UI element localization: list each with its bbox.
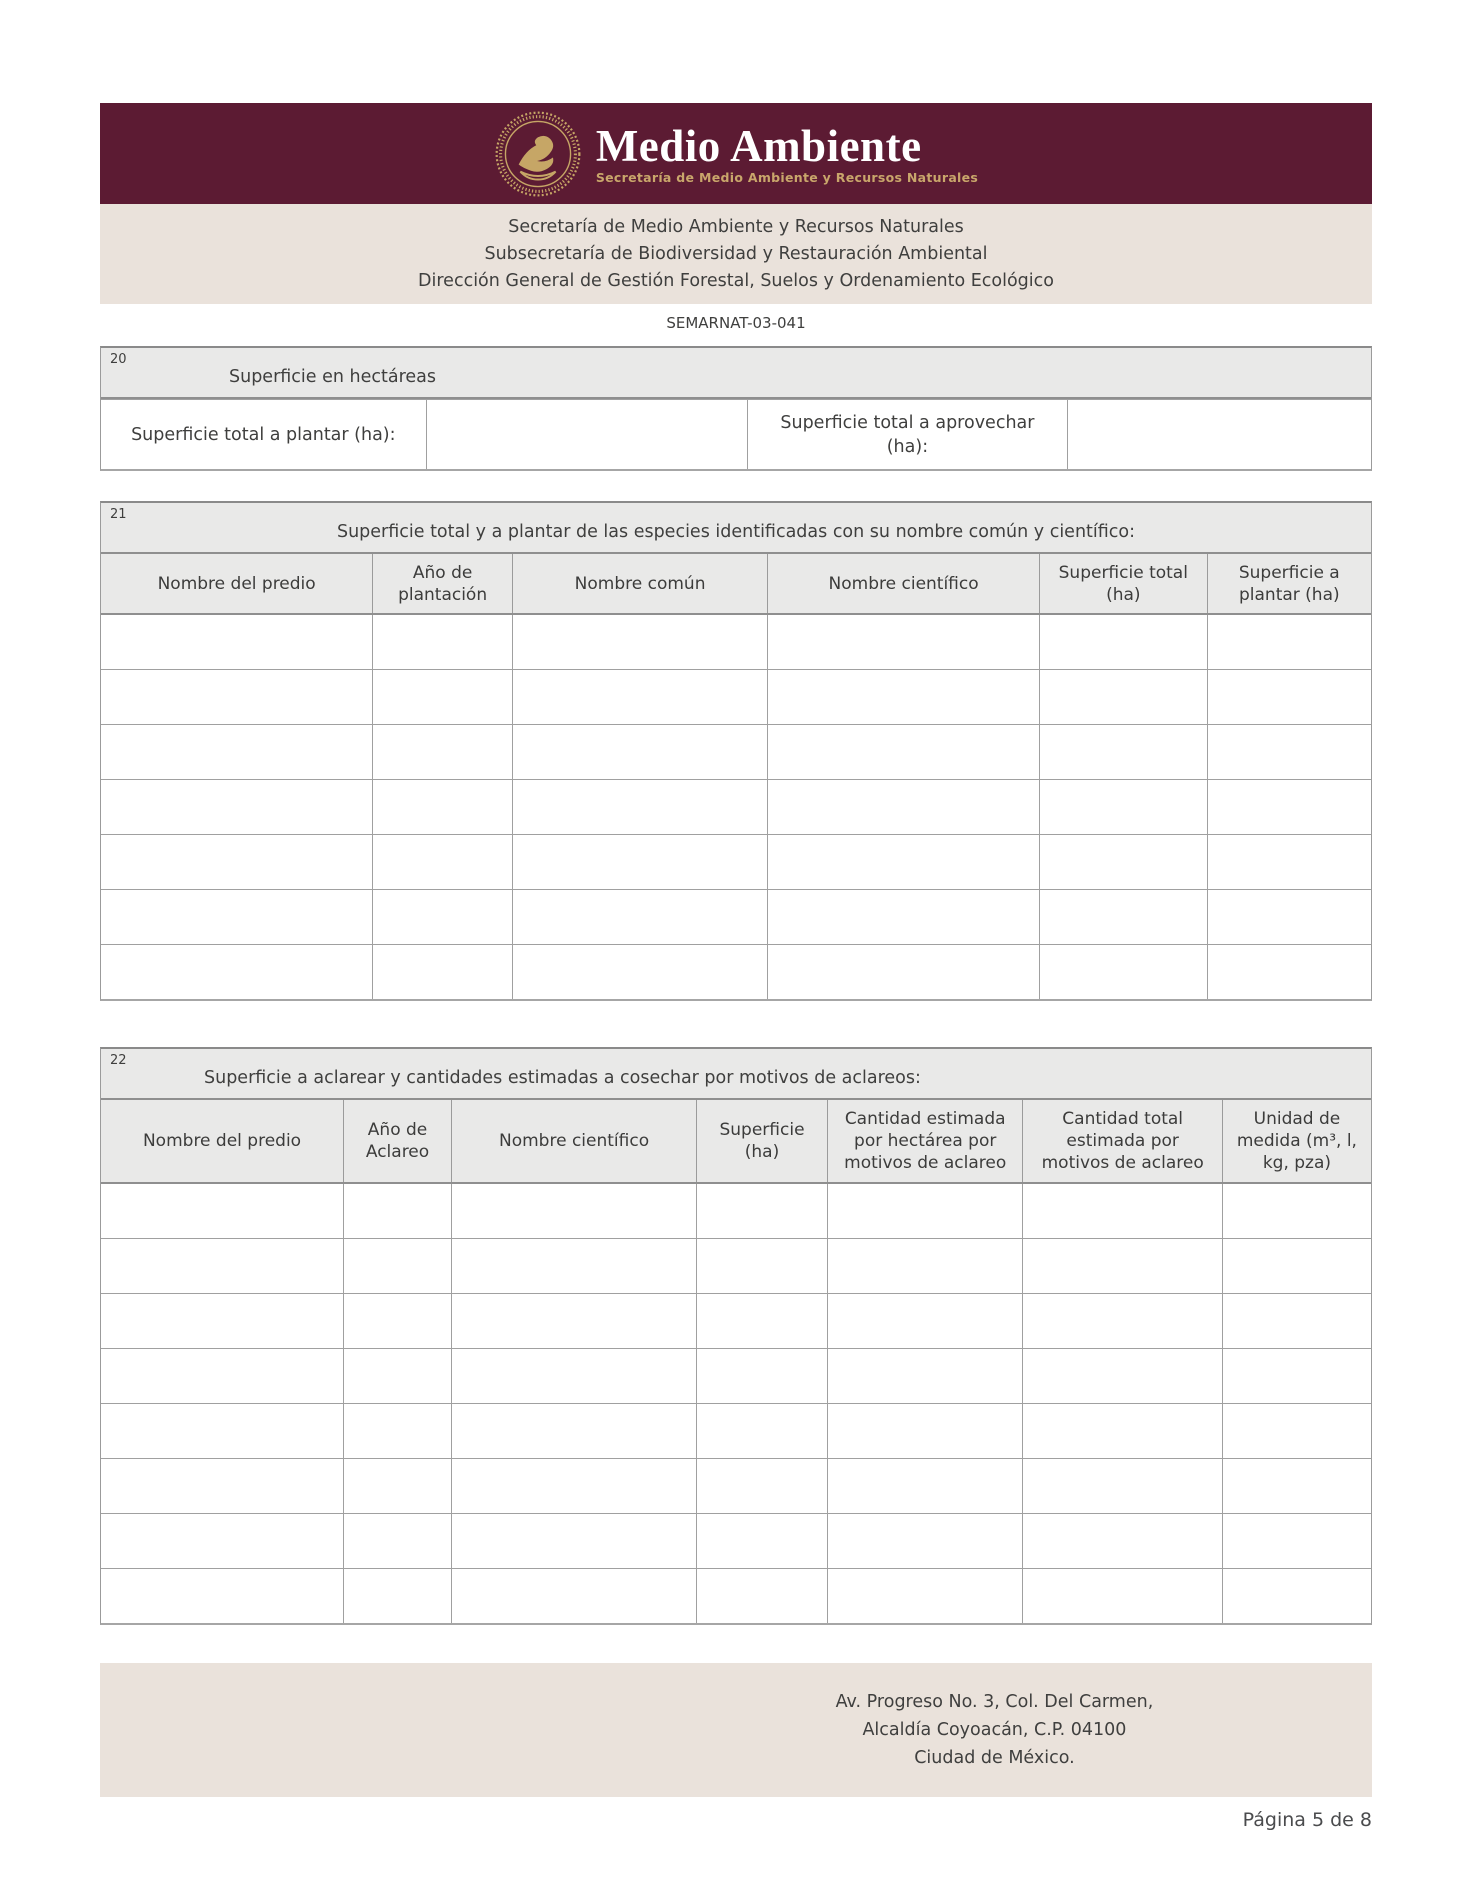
medio-ambiente-logo bbox=[494, 110, 978, 198]
address-line-2: Alcaldía Coyoacán, C.P. 04100 bbox=[862, 1720, 1127, 1740]
empty-input-cell[interactable] bbox=[101, 834, 373, 889]
superficie-total-plantar-input-cell[interactable] bbox=[426, 400, 747, 470]
empty-input-cell[interactable] bbox=[1222, 1458, 1371, 1513]
org-line-1: Secretaría de Medio Ambiente y Recursos Naturales bbox=[508, 216, 964, 237]
empty-input-cell[interactable] bbox=[512, 724, 767, 779]
table-row bbox=[101, 834, 1371, 889]
col-nombre-del-predio: Nombre del predio bbox=[101, 554, 373, 614]
empty-input-cell[interactable] bbox=[344, 1238, 452, 1293]
empty-input-cell[interactable] bbox=[344, 1458, 452, 1513]
empty-input-cell[interactable] bbox=[101, 1403, 344, 1458]
empty-input-cell[interactable] bbox=[101, 1183, 344, 1238]
brand-text-block bbox=[595, 120, 979, 185]
empty-input-cell[interactable] bbox=[1222, 1348, 1371, 1403]
empty-input-cell[interactable] bbox=[827, 1568, 1023, 1623]
table-row bbox=[101, 1568, 1371, 1623]
section-21-number: 21 bbox=[110, 507, 127, 522]
empty-input-cell[interactable] bbox=[1222, 1293, 1371, 1348]
empty-input-cell[interactable] bbox=[512, 889, 767, 944]
section-20-table bbox=[101, 399, 1371, 469]
empty-input-cell[interactable] bbox=[1222, 1403, 1371, 1458]
column-header-row bbox=[101, 1100, 1371, 1183]
superficie-total-aprovechar-input-cell[interactable] bbox=[1067, 400, 1371, 470]
empty-input-cell[interactable] bbox=[452, 1293, 697, 1348]
empty-input-cell[interactable] bbox=[512, 669, 767, 724]
empty-input-cell[interactable] bbox=[1023, 1513, 1222, 1568]
empty-input-cell[interactable] bbox=[344, 1568, 452, 1623]
table-row bbox=[101, 1458, 1371, 1513]
section-20-block bbox=[100, 346, 1372, 471]
empty-input-cell[interactable] bbox=[373, 724, 513, 779]
col-nombre-cientifico: Nombre científico bbox=[768, 554, 1040, 614]
table-row bbox=[101, 724, 1371, 779]
section-20-number: 20 bbox=[110, 352, 127, 367]
section-22-header bbox=[101, 1049, 1371, 1100]
empty-input-cell[interactable] bbox=[1023, 1403, 1222, 1458]
empty-input-cell[interactable] bbox=[827, 1458, 1023, 1513]
mexican-coat-of-arms-seal-icon bbox=[494, 110, 582, 198]
empty-input-cell[interactable] bbox=[1207, 724, 1371, 779]
table-row bbox=[101, 669, 1371, 724]
empty-input-cell[interactable] bbox=[1207, 669, 1371, 724]
empty-input-cell[interactable] bbox=[1222, 1568, 1371, 1623]
table-row bbox=[101, 889, 1371, 944]
empty-input-cell[interactable] bbox=[344, 1513, 452, 1568]
empty-input-cell[interactable] bbox=[452, 1183, 697, 1238]
empty-input-cell[interactable] bbox=[1039, 889, 1207, 944]
footer-address-band bbox=[100, 1663, 1372, 1797]
section-22-number: 22 bbox=[110, 1053, 127, 1068]
empty-input-cell[interactable] bbox=[1023, 1238, 1222, 1293]
empty-input-cell[interactable] bbox=[1023, 1293, 1222, 1348]
empty-input-cell[interactable] bbox=[697, 1513, 828, 1568]
empty-input-cell[interactable] bbox=[512, 944, 767, 999]
empty-input-cell[interactable] bbox=[373, 889, 513, 944]
empty-input-cell[interactable] bbox=[1039, 834, 1207, 889]
empty-input-cell[interactable] bbox=[101, 779, 373, 834]
col-superficie-total-ha: Superficie total (ha) bbox=[1039, 554, 1207, 614]
empty-input-cell[interactable] bbox=[768, 834, 1040, 889]
empty-input-cell[interactable] bbox=[452, 1513, 697, 1568]
empty-input-cell[interactable] bbox=[101, 1568, 344, 1623]
org-line-2: Subsecretaría de Biodiversidad y Restauración Ambiental bbox=[484, 243, 988, 264]
empty-input-cell[interactable] bbox=[101, 1513, 344, 1568]
empty-input-cell[interactable] bbox=[1207, 614, 1371, 669]
brand-title: Medio Ambiente bbox=[595, 120, 922, 171]
empty-input-cell[interactable] bbox=[697, 1568, 828, 1623]
empty-input-cell[interactable] bbox=[1207, 834, 1371, 889]
table-row bbox=[101, 779, 1371, 834]
table-row bbox=[101, 1403, 1371, 1458]
empty-input-cell[interactable] bbox=[101, 1348, 344, 1403]
empty-input-cell[interactable] bbox=[344, 1293, 452, 1348]
col-unidad-de-medida: Unidad de medida (m³, l, kg, pza) bbox=[1222, 1100, 1371, 1183]
section-22-block bbox=[100, 1047, 1372, 1625]
empty-input-cell[interactable] bbox=[512, 614, 767, 669]
page-content bbox=[100, 0, 1372, 1831]
col-ano-de-aclareo: Año de Aclareo bbox=[344, 1100, 452, 1183]
empty-input-cell[interactable] bbox=[512, 779, 767, 834]
empty-input-cell[interactable] bbox=[452, 1348, 697, 1403]
section-22-title: Superficie a aclarear y cantidades estimadas a cosechar por motivos de aclareos: bbox=[204, 1068, 921, 1088]
col-ano-de-plantacion: Año de plantación bbox=[373, 554, 513, 614]
empty-input-cell[interactable] bbox=[1039, 614, 1207, 669]
empty-input-cell[interactable] bbox=[697, 1458, 828, 1513]
org-line-3: Dirección General de Gestión Forestal, Suelos y Ordenamiento Ecológico bbox=[418, 270, 1054, 291]
col-cantidad-total-estimada: Cantidad total estimada por motivos de aclareo bbox=[1023, 1100, 1222, 1183]
col-superficie-ha: Superficie (ha) bbox=[697, 1100, 828, 1183]
empty-input-cell[interactable] bbox=[1207, 944, 1371, 999]
empty-input-cell[interactable] bbox=[101, 614, 373, 669]
empty-input-cell[interactable] bbox=[697, 1348, 828, 1403]
table-row bbox=[101, 614, 1371, 669]
empty-input-cell[interactable] bbox=[512, 834, 767, 889]
col-nombre-del-predio: Nombre del predio bbox=[101, 1100, 344, 1183]
brand-subtitle: Secretaría de Medio Ambiente y Recursos Naturales bbox=[595, 169, 979, 185]
empty-input-cell[interactable] bbox=[768, 944, 1040, 999]
empty-input-cell[interactable] bbox=[768, 724, 1040, 779]
empty-input-cell[interactable] bbox=[1222, 1183, 1371, 1238]
empty-input-cell[interactable] bbox=[101, 669, 373, 724]
empty-input-cell[interactable] bbox=[373, 944, 513, 999]
empty-input-cell[interactable] bbox=[452, 1238, 697, 1293]
table-row bbox=[101, 944, 1371, 999]
empty-input-cell[interactable] bbox=[344, 1348, 452, 1403]
section-22-table bbox=[101, 1100, 1371, 1623]
empty-input-cell[interactable] bbox=[768, 669, 1040, 724]
empty-input-cell[interactable] bbox=[827, 1238, 1023, 1293]
table-row bbox=[101, 1348, 1371, 1403]
government-banner bbox=[100, 103, 1372, 204]
empty-input-cell[interactable] bbox=[697, 1238, 828, 1293]
empty-input-cell[interactable] bbox=[344, 1403, 452, 1458]
empty-input-cell[interactable] bbox=[768, 779, 1040, 834]
empty-input-cell[interactable] bbox=[1207, 889, 1371, 944]
empty-input-cell[interactable] bbox=[101, 889, 373, 944]
empty-input-cell[interactable] bbox=[768, 614, 1040, 669]
table-row bbox=[101, 1293, 1371, 1348]
empty-input-cell[interactable] bbox=[1039, 944, 1207, 999]
empty-input-cell[interactable] bbox=[827, 1403, 1023, 1458]
empty-input-cell[interactable] bbox=[452, 1403, 697, 1458]
empty-input-cell[interactable] bbox=[101, 944, 373, 999]
table-row bbox=[101, 1183, 1371, 1238]
empty-input-cell[interactable] bbox=[1023, 1568, 1222, 1623]
empty-input-cell[interactable] bbox=[697, 1183, 828, 1238]
empty-input-cell[interactable] bbox=[373, 779, 513, 834]
empty-input-cell[interactable] bbox=[452, 1458, 697, 1513]
empty-input-cell[interactable] bbox=[1222, 1513, 1371, 1568]
address-line-1: Av. Progreso No. 3, Col. Del Carmen, bbox=[835, 1692, 1154, 1712]
empty-input-cell[interactable] bbox=[1207, 779, 1371, 834]
empty-input-cell[interactable] bbox=[101, 1238, 344, 1293]
col-nombre-comun: Nombre común bbox=[512, 554, 767, 614]
col-superficie-a-plantar-ha: Superficie a plantar (ha) bbox=[1207, 554, 1371, 614]
section-20-header bbox=[101, 348, 1371, 399]
col-cantidad-estimada-por-hectarea: Cantidad estimada por hectárea por motivos de aclareo bbox=[827, 1100, 1023, 1183]
empty-input-cell[interactable] bbox=[101, 1293, 344, 1348]
empty-input-cell[interactable] bbox=[1222, 1238, 1371, 1293]
empty-input-cell[interactable] bbox=[768, 889, 1040, 944]
empty-input-cell[interactable] bbox=[101, 724, 373, 779]
empty-input-cell[interactable] bbox=[697, 1403, 828, 1458]
section-21-block bbox=[100, 501, 1372, 1001]
empty-input-cell[interactable] bbox=[452, 1568, 697, 1623]
empty-input-cell[interactable] bbox=[697, 1293, 828, 1348]
empty-input-cell[interactable] bbox=[373, 834, 513, 889]
empty-input-cell[interactable] bbox=[344, 1183, 452, 1238]
empty-input-cell[interactable] bbox=[827, 1348, 1023, 1403]
section-21-table bbox=[101, 554, 1371, 999]
col-nombre-cientifico: Nombre científico bbox=[452, 1100, 697, 1183]
empty-input-cell[interactable] bbox=[1023, 1458, 1222, 1513]
empty-input-cell[interactable] bbox=[373, 614, 513, 669]
empty-input-cell[interactable] bbox=[827, 1183, 1023, 1238]
office-address bbox=[702, 1688, 1287, 1772]
table-row bbox=[101, 400, 1371, 470]
empty-input-cell[interactable] bbox=[373, 669, 513, 724]
page-number-indicator: Página 5 de 8 bbox=[1242, 1809, 1372, 1831]
form-code: SEMARNAT-03-041 bbox=[666, 314, 806, 332]
section-21-header bbox=[101, 503, 1371, 554]
section-21-title: Superficie total y a plantar de las especies identificadas con su nombre común y científico: bbox=[336, 522, 1136, 542]
table-row bbox=[101, 1238, 1371, 1293]
empty-input-cell[interactable] bbox=[827, 1293, 1023, 1348]
empty-input-cell[interactable] bbox=[1039, 669, 1207, 724]
column-header-row bbox=[101, 554, 1371, 614]
empty-input-cell[interactable] bbox=[1023, 1183, 1222, 1238]
empty-input-cell[interactable] bbox=[1039, 724, 1207, 779]
section-22-body bbox=[101, 1183, 1371, 1623]
superficie-total-plantar-label: Superficie total a plantar (ha): bbox=[101, 400, 426, 470]
section-21-body bbox=[101, 614, 1371, 999]
section-20-title: Superficie en hectáreas bbox=[229, 367, 437, 387]
empty-input-cell[interactable] bbox=[1039, 779, 1207, 834]
empty-input-cell[interactable] bbox=[101, 1458, 344, 1513]
empty-input-cell[interactable] bbox=[1023, 1348, 1222, 1403]
address-line-3: Ciudad de México. bbox=[914, 1748, 1075, 1768]
empty-input-cell[interactable] bbox=[827, 1513, 1023, 1568]
org-hierarchy-band bbox=[100, 204, 1372, 304]
superficie-total-aprovechar-label: Superficie total a aprovechar (ha): bbox=[747, 400, 1067, 470]
table-row bbox=[101, 1513, 1371, 1568]
